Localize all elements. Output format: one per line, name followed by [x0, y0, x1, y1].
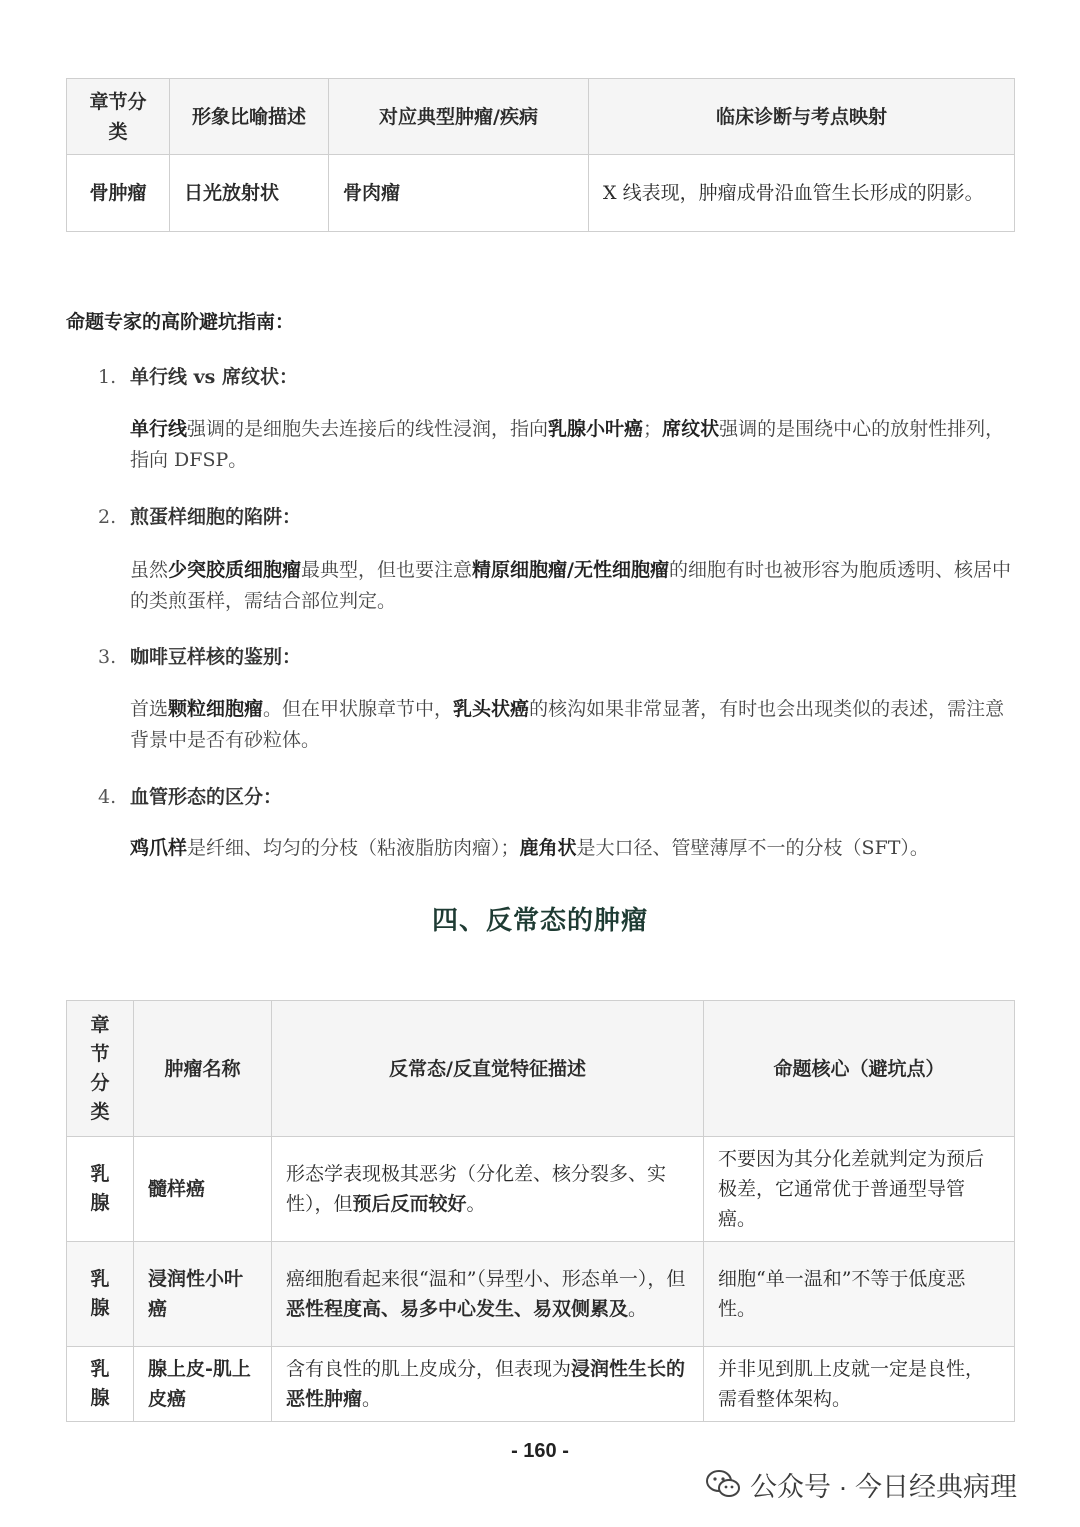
- paradox-tumor-table: [66, 1000, 1015, 1422]
- header-cell: 肿瘤名称: [134, 1001, 272, 1137]
- guide-title: 命题专家的高阶避坑指南：: [66, 311, 295, 333]
- section-text: 乳腺: [90, 1268, 110, 1319]
- guide-item-heading: [98, 362, 298, 389]
- body-text: ；: [643, 418, 663, 440]
- emphasis-text: 少突胶质细胞瘤: [168, 559, 302, 581]
- item-title: 咖啡豆样核的鉴别：: [130, 646, 302, 668]
- body-text: 的细胞有时也被形容为胞质透明、核居中的类煎蛋样，需结合部位判定。: [130, 559, 1012, 612]
- body-text: 含有良性的肌上皮成分，但表现为: [286, 1358, 572, 1380]
- description-cell: [272, 1347, 704, 1422]
- header-cell-text: 章节分类: [90, 1013, 110, 1123]
- emphasis-text: 鹿角状: [519, 837, 577, 859]
- body-text: 首选: [130, 698, 169, 720]
- emphasis-text: 乳头状癌: [453, 698, 530, 720]
- tumor-name-cell: 髓样癌: [134, 1137, 272, 1242]
- metaphor-cell: 日光放射状: [170, 155, 329, 232]
- watermark: [706, 1462, 1017, 1506]
- body-text: 癌细胞看起来很“温和”（异型小、形态单一），但: [286, 1268, 686, 1290]
- body-text: 强调的是围绕中心的放射性排列，指向 DFSP。: [130, 418, 1005, 471]
- item-number: 2.: [98, 506, 117, 528]
- header-cell: 反常态/反直觉特征描述: [272, 1001, 704, 1137]
- item-number: 3.: [98, 646, 117, 668]
- emphasis-text: 单行线: [130, 418, 188, 440]
- tumor-name-cell: 腺上皮-肌上皮癌: [134, 1347, 272, 1422]
- guide-item-body: [130, 414, 1014, 476]
- header-cell: 章节分类: [67, 79, 170, 155]
- body-text: 。: [362, 1388, 382, 1410]
- section-cell: [67, 1347, 134, 1422]
- body-text: 强调的是细胞失去连接后的线性浸润，指向: [187, 418, 549, 440]
- body-text: 虽然: [130, 559, 169, 581]
- item-title: 单行线 vs 席纹状：: [130, 366, 298, 388]
- emphasis-text: 席纹状: [662, 418, 720, 440]
- tumor-cell: 骨肉瘤: [329, 155, 589, 232]
- section-cell: [67, 1242, 134, 1347]
- table-row: [67, 1347, 1015, 1422]
- description-cell: [272, 1137, 704, 1242]
- body-text: 是大口径、管壁薄厚不一的分枝（SFT）。: [576, 837, 929, 859]
- guide-item-heading: [98, 642, 301, 669]
- item-number: 1.: [98, 366, 117, 388]
- body-text: 。但在甲状腺章节中，: [263, 698, 454, 720]
- emphasis-text: 恶性程度高、易多中心发生、易双侧累及: [286, 1298, 629, 1320]
- emphasis-text: 乳腺小叶癌: [548, 418, 644, 440]
- core-cell: 并非见到肌上皮就一定是良性，需看整体架构。: [704, 1347, 1015, 1422]
- section-cell: 骨肿瘤: [67, 155, 170, 232]
- emphasis-text: 浸润性生长的恶性肿瘤: [286, 1358, 686, 1410]
- body-text: 的核沟如果非常显著，有时也会出现类似的表述，需注意背景中是否有砂粒体。: [130, 698, 1005, 751]
- guide-item-heading: [98, 502, 301, 529]
- emphasis-text: 预后反而较好: [352, 1193, 467, 1215]
- body-text: 。: [628, 1298, 648, 1320]
- diagnosis-cell: X 线表现，肿瘤成骨沿血管生长形成的阴影。: [589, 155, 1015, 232]
- description-cell: [272, 1242, 704, 1347]
- bone-tumor-table: [66, 78, 1015, 232]
- header-cell: 临床诊断与考点映射: [589, 79, 1015, 155]
- guide-item-body: [130, 555, 1014, 617]
- header-cell: 对应典型肿瘤/疾病: [329, 79, 589, 155]
- emphasis-text: 颗粒细胞瘤: [168, 698, 264, 720]
- emphasis-text: 鸡爪样: [130, 837, 188, 859]
- core-cell: 不要因为其分化差就判定为预后极差，它通常优于普通型导管癌。: [704, 1137, 1015, 1242]
- body-text: 。: [466, 1193, 486, 1215]
- tumor-name-cell: 浸润性小叶癌: [134, 1242, 272, 1347]
- watermark-text: 公众号 · 今日经典病理: [750, 1471, 1017, 1502]
- body-text: 形态学表现极其恶劣（分化差、核分裂多、实性），但: [286, 1163, 667, 1215]
- table-header-row: [67, 79, 1015, 155]
- guide-item-body: [130, 833, 1014, 864]
- guide-item-heading: [98, 782, 282, 809]
- table-row: [67, 1242, 1015, 1347]
- item-title: 血管形态的区分：: [130, 786, 283, 808]
- table-header-row: [67, 1001, 1015, 1137]
- table-row: [67, 1137, 1015, 1242]
- section-title: 四、反常态的肿瘤: [431, 906, 648, 936]
- wechat-icon: [706, 1469, 740, 1499]
- section-cell: [67, 1137, 134, 1242]
- table-row: [67, 155, 1015, 232]
- page-number: - 160 -: [511, 1440, 569, 1462]
- header-cell: 命题核心（避坑点）: [704, 1001, 1015, 1137]
- body-text: 是纤细、均匀的分枝（粘液脂肪肉瘤）；: [187, 837, 520, 859]
- section-text: 乳腺: [90, 1358, 110, 1409]
- item-title: 煎蛋样细胞的陷阱：: [130, 506, 302, 528]
- guide-item-body: [130, 694, 1014, 756]
- header-cell-section: [67, 1001, 134, 1137]
- item-number: 4.: [98, 786, 117, 808]
- core-cell: 细胞“单一温和”不等于低度恶性。: [704, 1242, 1015, 1347]
- emphasis-text: 精原细胞瘤/无性细胞瘤: [472, 559, 669, 581]
- section-text: 乳腺: [90, 1163, 110, 1214]
- header-cell: 形象比喻描述: [170, 79, 329, 155]
- body-text: 最典型，但也要注意: [301, 559, 473, 581]
